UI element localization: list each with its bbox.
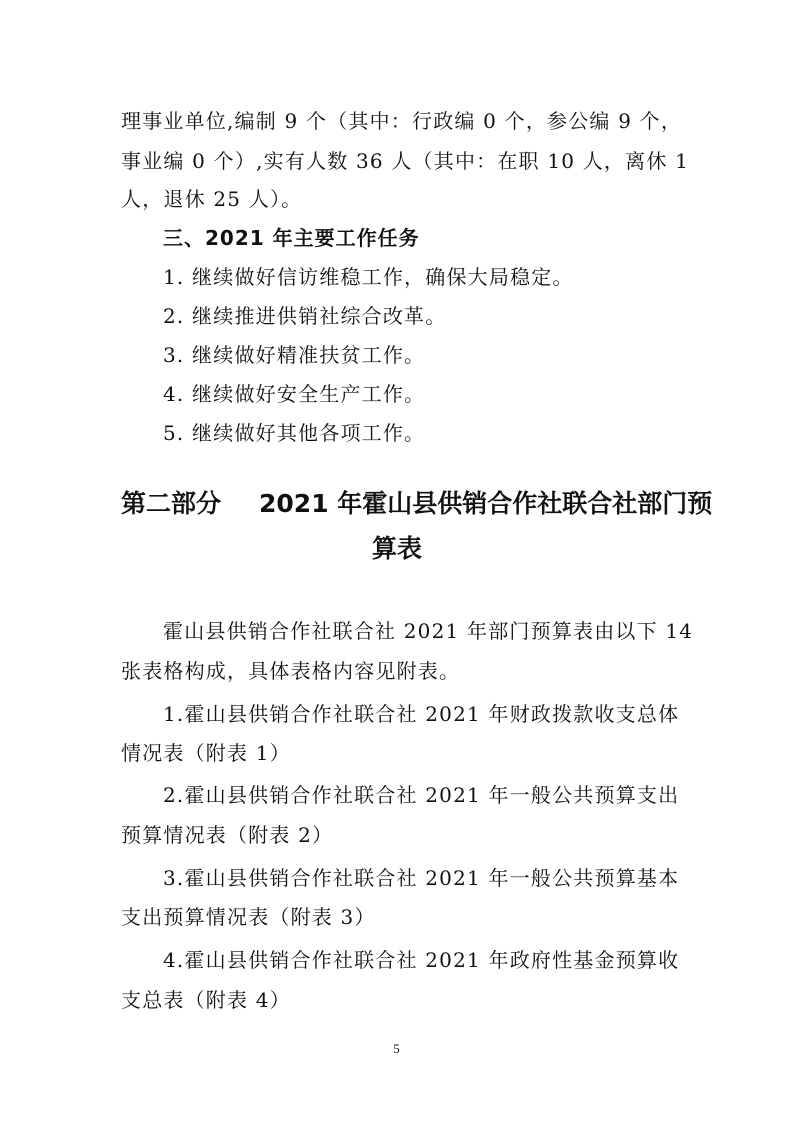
task-item: 4. 继续做好安全生产工作。 [163, 382, 426, 406]
part-title-text: 2021 年霍山县供销合作社联合社部门预 [259, 489, 713, 518]
part-title-continuation: 算表 [372, 534, 423, 563]
table-list-item-line1: 1.霍山县供销合作社联合社 2021 年财政拨款收支总体 [163, 702, 680, 726]
section-heading: 三、2021 年主要工作任务 [163, 226, 420, 250]
intro-line-3: 人，退休 25 人）。 [121, 187, 303, 211]
page-number: 5 [393, 1041, 400, 1056]
table-list-item-line1: 2.霍山县供销合作社联合社 2021 年一般公共预算支出 [163, 783, 680, 807]
intro-line-1: 理事业单位,编制 9 个（其中：行政编 0 个，参公编 9 个， [121, 109, 683, 133]
table-list-item-line2: 情况表（附表 1） [121, 741, 291, 765]
table-list-item-line1: 3.霍山县供销合作社联合社 2021 年一般公共预算基本 [163, 866, 680, 890]
task-item: 5. 继续做好其他各项工作。 [163, 421, 426, 445]
part2-intro-line-1: 霍山县供销合作社联合社 2021 年部门预算表由以下 14 [163, 619, 694, 643]
task-item: 2. 继续推进供销社综合改革。 [163, 304, 447, 328]
table-list-item-line1: 4.霍山县供销合作社联合社 2021 年政府性基金预算收 [163, 948, 680, 972]
table-list-item-line2: 支出预算情况表（附表 3） [121, 905, 376, 929]
table-list-item-line2: 预算情况表（附表 2） [121, 823, 334, 847]
intro-line-2: 事业编 0 个）,实有人数 36 人（其中：在职 10 人，离休 1 [121, 149, 690, 173]
table-list-item-line2: 支总表（附表 4） [121, 988, 291, 1012]
task-item: 1. 继续做好信访维稳工作，确保大局稳定。 [163, 265, 574, 289]
part-label: 第二部分 [121, 489, 222, 518]
part2-intro-line-2: 张表格构成，具体表格内容见附表。 [121, 659, 461, 683]
task-item: 3. 继续做好精准扶贫工作。 [163, 343, 426, 367]
part-title [121, 488, 713, 520]
